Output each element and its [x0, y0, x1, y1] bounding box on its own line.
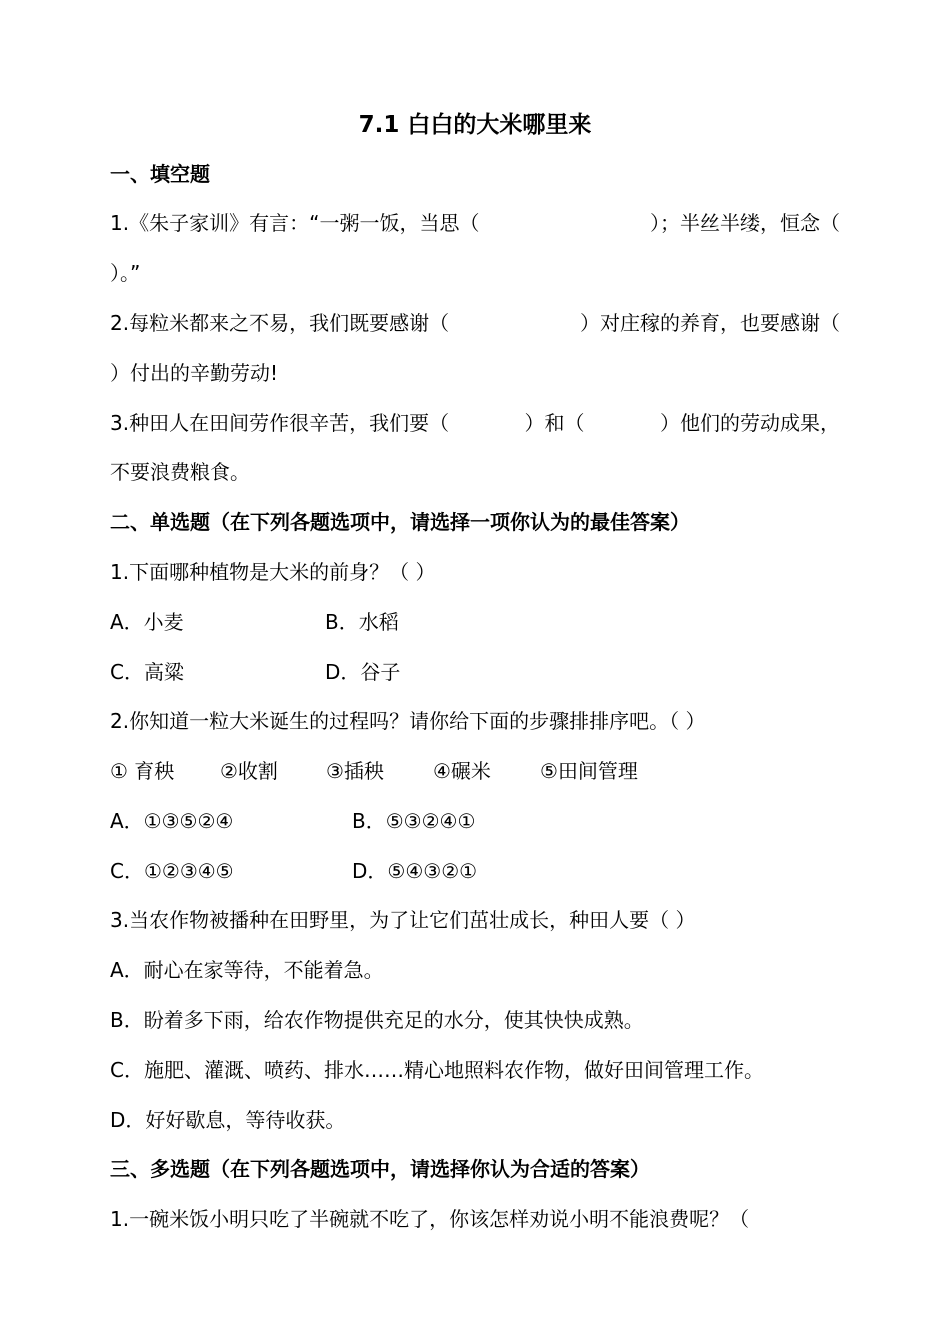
question-text: 1.《朱子家训》有言：“一粥一饭，当思（	[110, 211, 480, 235]
question-2-1-option-b[interactable]: B．水稻	[325, 610, 399, 634]
section-heading-fill-in: 一、填空题	[110, 162, 210, 186]
question-2-2-step-2: ②收割	[220, 759, 278, 783]
question-2-2-option-b[interactable]: B．⑤③②④①	[352, 809, 476, 833]
question-1-2-line-1	[110, 308, 840, 338]
question-text: ）；半丝半缕，恒念（	[650, 211, 840, 235]
question-2-1-option-c[interactable]: C．高粱	[110, 660, 184, 684]
question-2-1-stem: 1.下面哪种植物是大米的前身？（ ）	[110, 560, 436, 584]
question-1-1-line-1	[110, 208, 840, 238]
question-2-1-option-d[interactable]: D．谷子	[325, 660, 401, 684]
question-1-3-line-2: 不要浪费粮食。	[110, 460, 250, 484]
question-2-3-stem: 3.当农作物被播种在田野里，为了让它们茁壮成长，种田人要（ ）	[110, 908, 696, 932]
section-heading-multiple-choice: 三、多选题（在下列各题选项中，请选择你认为合适的答案）	[110, 1157, 650, 1181]
question-1-1-line-2: ）。”	[110, 261, 141, 285]
question-2-2-option-c[interactable]: C．①②③④⑤	[110, 859, 234, 883]
question-2-2-step-3: ③插秧	[326, 759, 384, 783]
page-title: 7.1 白白的大米哪里来	[358, 112, 592, 138]
question-3-1-stem: 1.一碗米饭小明只吃了半碗就不吃了，你该怎样劝说小明不能浪费呢？（	[110, 1207, 750, 1231]
question-2-2-step-1: ① 育秧	[110, 759, 175, 783]
question-2-3-option-d[interactable]: D．好好歇息，等待收获。	[110, 1108, 346, 1132]
question-2-3-option-c[interactable]: C．施肥、灌溉、喷药、排水……精心地照料农作物，做好田间管理工作。	[110, 1058, 764, 1082]
question-1-3-line-1	[110, 408, 840, 438]
section-heading-single-choice: 二、单选题（在下列各题选项中，请选择一项你认为的最佳答案）	[110, 510, 690, 534]
question-2-2-option-a[interactable]: A．①③⑤②④	[110, 809, 234, 833]
question-2-1-option-a[interactable]: A．小麦	[110, 610, 184, 634]
question-text: 3.种田人在田间劳作很辛苦，我们要（	[110, 411, 450, 435]
question-text: ）对庄稼的养育，也要感谢（	[580, 311, 840, 335]
question-text: 2.每粒米都来之不易，我们既要感谢（	[110, 311, 450, 335]
question-2-3-option-b[interactable]: B．盼着多下雨，给农作物提供充足的水分，使其快快成熟。	[110, 1008, 644, 1032]
question-2-2-step-4: ④碾米	[433, 759, 491, 783]
question-2-2-stem: 2.你知道一粒大米诞生的过程吗？请你给下面的步骤排排序吧。（ ）	[110, 709, 706, 733]
question-1-2-line-2: ）付出的辛勤劳动!	[110, 361, 279, 385]
question-2-3-option-a[interactable]: A．耐心在家等待，不能着急。	[110, 958, 384, 982]
question-2-2-option-d[interactable]: D．⑤④③②①	[352, 859, 478, 883]
question-2-2-step-5: ⑤田间管理	[540, 759, 638, 783]
question-text: ）他们的劳动成果，	[660, 411, 840, 435]
question-text: ）和（	[524, 411, 585, 435]
